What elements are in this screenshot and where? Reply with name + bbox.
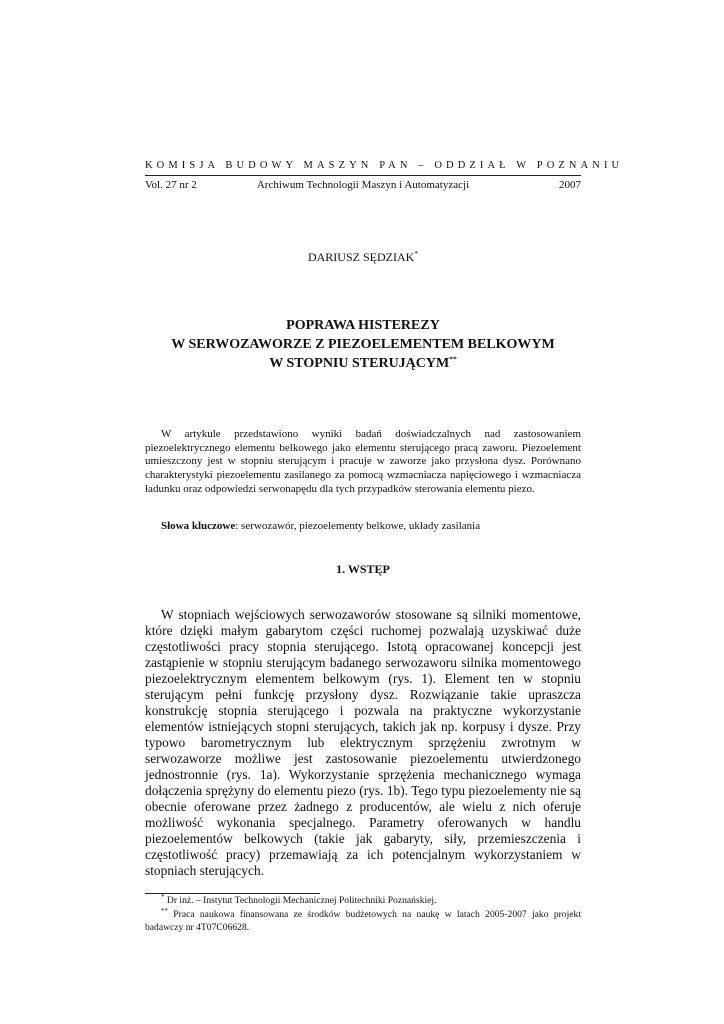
journal-year: 2007 (559, 179, 581, 191)
title-line-3: W STOPNIU STERUJĄCYM (269, 356, 450, 371)
title-line-1: POPRAWA HISTEREZY (286, 318, 440, 333)
author-name: DARIUSZ SĘDZIAK (307, 250, 415, 264)
keywords-text: : serwozawór, piezoelementy belkowe, układy zasilania (235, 519, 481, 532)
title-line-2: W SERWOZAWORZE Z PIEZOELEMENTEM BELKOWYM (171, 337, 555, 352)
paper-title (145, 316, 581, 373)
title-footnote-mark: ** (449, 354, 457, 364)
journal-volume: Vol. 27 nr 2 (145, 179, 197, 191)
paper-page (145, 160, 624, 934)
footnote-1-mark: * (161, 893, 165, 902)
keywords-label: Słowa kluczowe (161, 519, 236, 532)
body-paragraph: W stopniach wejściowych serwozaworów stosowane są silniki momentowe, które dzięki małym gabarytom części ruchomej pozwalają uzyskiwać duże częstotliwości pracy stopnia sterującego. Istotą opracowanej koncepcji jest zastąpienie w stopniu sterującym badanego serwozaworu silnika momentowego piezoelektrycznym elementem belkowym (rys. 1). Element ten w stopniu sterującym pełni funkcję przysłony dysz. Rozwiązanie takie upraszcza konstrukcję stopnia sterującego i pozwala na praktyczne wykorzystanie elementów istniejących stopni sterujących, takich jak np. korpusy i dysze. Przy typowo barometrycznym lub elektrycznym sprzężeniu zwrotnym w serwozaworze możliwe jest zastosowanie piezoelementu utwierdzonego jednostronnie (rys. 1a). Wykorzystanie sprzężenia mechanicznego wymaga dołączenia sprężyny do elementu piezo (rys. 1b). Tego typu piezoelementy nie są obecnie oferowane przez żadnego z producentów, ale wielu z nich oferuje możliwość wykonania specjalnego. Parametry oferowanych w handlu piezoelementów belkowych (takie jak gabaryty, siły, przemieszczenia i częstotliwość pracy) przemawiają za ich potencjalnym wykorzystaniem w stopniach sterujących. (145, 606, 581, 879)
footnote-2-mark: ** (161, 906, 168, 915)
journal-organization: KOMISJA BUDOWY MASZYN PAN – ODDZIAŁ W POZNANIU (145, 160, 581, 176)
section-heading: 1. WSTĘP (336, 561, 390, 576)
footnote-2 (145, 908, 581, 935)
journal-header-line (145, 179, 581, 193)
footnote-2-text: Praca naukowa finansowana ze środków budżetowych na naukę w latach 2005-2007 jako projekt badawczy nr 4T07C06628. (145, 908, 581, 933)
footnote-1-text: Dr inż. – Instytut Technologii Mechanicznej Politechniki Poznańskiej. (164, 895, 437, 907)
author-footnote-mark: * (414, 249, 419, 258)
journal-title: Archiwum Technologii Maszyn i Automatyzacji (256, 179, 470, 191)
title-line-3-wrap (145, 354, 581, 373)
author (145, 250, 581, 265)
abstract: W artykule przedstawiono wyniki badań doświadczalnych nad zastosowaniem piezoelektrycznego elementu belkowego jako elementu sterującego pracą zaworu. Piezoelement umieszczony jest w stopniu sterującym i pracuje w zaworze jako przysłona dysz. Porównano charakterystyki piezoelementu zasilanego za pomocą wzmacniacza napięciowego i wzmacniacza ładunku oraz odpowiedzi serwonapędu dla tych przypadków sterowania elementu piezo. (145, 428, 581, 495)
keywords (145, 520, 581, 532)
footnote-1 (145, 894, 581, 907)
